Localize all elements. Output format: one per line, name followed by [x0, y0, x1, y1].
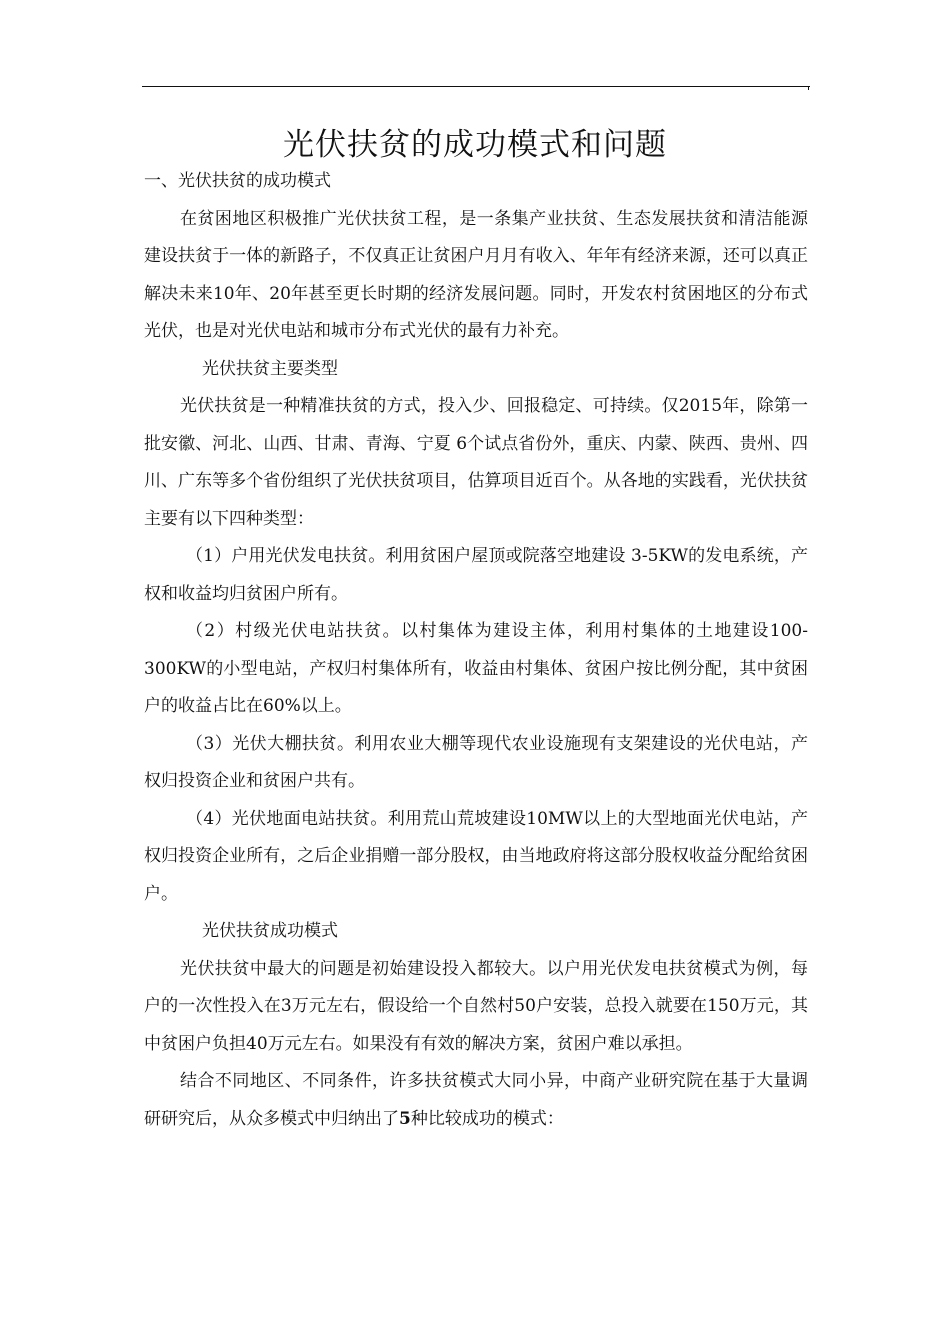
list-item-type-3: （3）光伏大棚扶贫。利用农业大棚等现代农业设施现有支架建设的光伏电站，产权归投资企业和贫困户共有。	[144, 733, 808, 791]
list-item-type-2: （2）村级光伏电站扶贫。以村集体为建设主体，利用村集体的土地建设100-300KW的小型电站，产权归村集体所有，收益由村集体、贫困户按比例分配，其中贫困户的收益占比在60%以上。	[144, 621, 808, 716]
paragraph-five-models-tail: 种比较成功的模式：	[410, 1108, 564, 1129]
list-item-type-4: （4）光伏地面电站扶贫。利用荒山荒坡建设10MW以上的大型地面光伏电站，产权归投资企业所有，之后企业捐赠一部分股权，由当地政府将这部分股权收益分配给贫困户。	[144, 808, 808, 904]
section-heading: 一、光伏扶贫的成功模式	[144, 171, 331, 191]
list-item-type-1: （1）户用光伏发电扶贫。利用贫困户屋顶或院落空地建设 3-5KW的发电系统，产权和收益均归贫困户所有。	[144, 546, 808, 604]
header-rule	[142, 86, 810, 87]
paragraph-five-models	[144, 1063, 808, 1138]
document-title: 光伏扶贫的成功模式和问题	[283, 126, 667, 163]
paragraph-investment-problem: 光伏扶贫中最大的问题是初始建设投入都较大。以户用光伏发电扶贫模式为例，每户的一次性投入在3万元左右，假设给一个自然村50户安装，总投入就要在150万元，其中贫困户负担40万元左右。如果没有有效的解决方案，贫困户难以承担。	[144, 958, 808, 1054]
paragraph-types-overview: 光伏扶贫是一种精准扶贫的方式，投入少、回报稳定、可持续。仅2015年，除第一批安徽、河北、山西、甘肃、青海、宁夏 6个试点省份外，重庆、内蒙、陕西、贵州、四川、广东等多个省份组织了光伏扶贫项目，估算项目近百个。从各地的实践看，光伏扶贫主要有以下四种类型：	[144, 396, 808, 529]
model-count: 5	[399, 1108, 411, 1129]
document-body	[144, 163, 808, 1138]
header-rule-tick	[808, 86, 809, 90]
subheading-types: 光伏扶贫主要类型	[202, 358, 338, 379]
paragraph-five-models-text: 结合不同地区、不同条件，许多扶贫模式大同小异，中商产业研究院在基于大量调研研究后，从众多模式中归纳出了	[144, 1071, 808, 1129]
subheading-success-models: 光伏扶贫成功模式	[202, 921, 338, 941]
paragraph-intro: 在贫困地区积极推广光伏扶贫工程，是一条集产业扶贫、生态发展扶贫和清洁能源建设扶贫于一体的新路子，不仅真正让贫困户月月有收入、年年有经济来源，还可以真正解决未来10年、20年甚至更长时期的经济发展问题。同时，开发农村贫困地区的分布式光伏，也是对光伏电站和城市分布式光伏的最有力补充。	[144, 208, 808, 341]
